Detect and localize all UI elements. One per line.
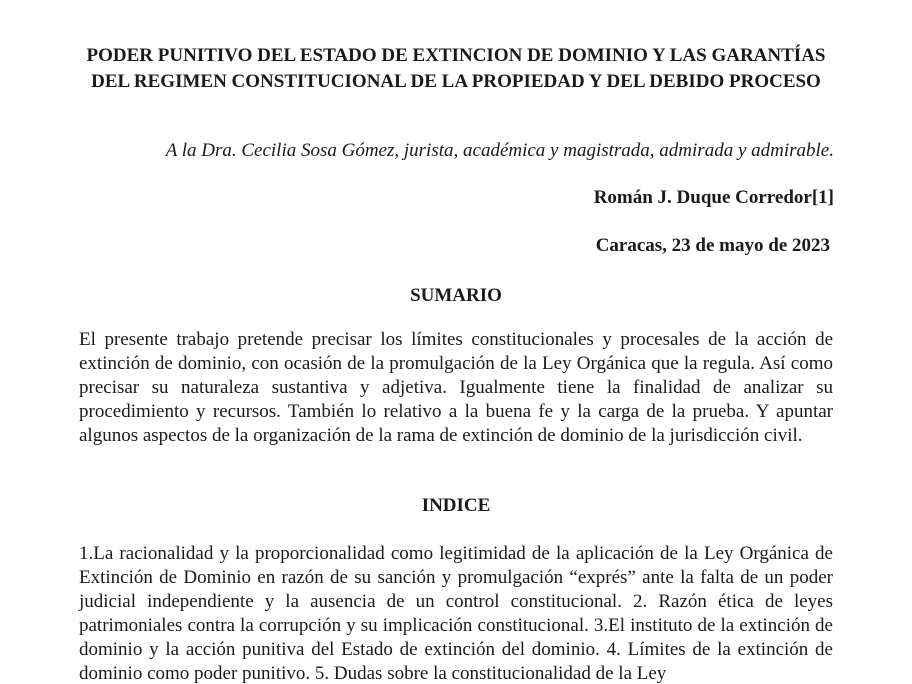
sumario-paragraph: El presente trabajo pretende precisar los límites constitucionales y procesales de la acción de extinción de dominio, con ocasión de la promulgación de la Ley Orgánica que la regula. Así como precisar su naturaleza sustantiva y adjetiva. Igualmente tiene la finalidad de analizar su procedimiento y recursos. También lo relativo a la buena fe y la carga de la prueba. Y apuntar algunos aspectos de la organización de la rama de extinción de dominio de la jurisdicción civil. bbox=[79, 329, 833, 446]
sumario-heading: SUMARIO bbox=[410, 285, 502, 306]
indice-paragraph: 1.La racionalidad y la proporcionalidad como legitimidad de la aplicación de la Ley Orgánica de Extinción de Dominio en razón de su sanción y promulgación “exprés” ante la falta de un poder judicial independiente y la ausencia de un control constitucional. 2. Razón ética de leyes patrimoniales contra la corrupción y su implicación constitucional. 3.El instituto de la extinción de dominio y la acción punitiva del Estado de extinción del dominio. 4. Límites de la extinción de dominio como poder punitivo. 5. Dudas sobre la constitucionalidad de la Ley bbox=[79, 543, 833, 684]
document-title: PODER PUNITIVO DEL ESTADO DE EXTINCION DE DOMINIO Y LAS GARANTÍAS DEL REGIMEN CONSTITUCIONAL DE LA PROPIEDAD Y DEL DEBIDO PROCESO bbox=[86, 45, 826, 92]
document-date: Caracas, 23 de mayo de 2023 bbox=[595, 235, 830, 256]
dedication: A la Dra. Cecilia Sosa Gómez, jurista, académica y magistrada, admirada y admirable. bbox=[165, 140, 834, 161]
indice-heading: INDICE bbox=[421, 495, 491, 516]
author-name: Román J. Duque Corredor[1] bbox=[593, 187, 834, 208]
